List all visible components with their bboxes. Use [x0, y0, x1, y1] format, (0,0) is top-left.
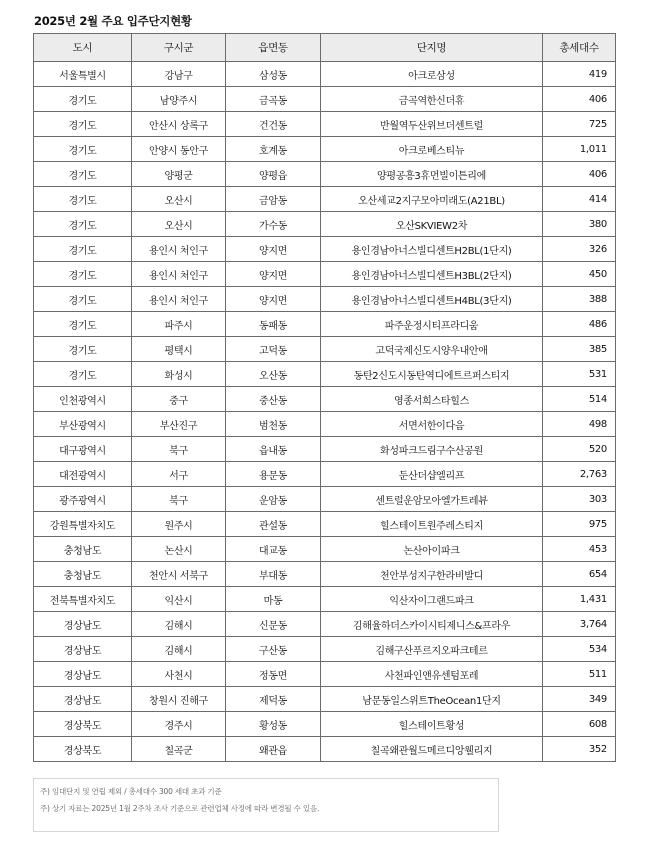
cell-city: 경기도 — [34, 212, 132, 237]
cell-city: 경기도 — [34, 312, 132, 337]
cell-district: 서구 — [132, 462, 226, 487]
cell-total-units: 1,011 — [543, 137, 616, 162]
cell-complex-name: 익산자이그랜드파크 — [321, 587, 543, 612]
cell-city: 충청남도 — [34, 537, 132, 562]
cell-district: 사천시 — [132, 662, 226, 687]
cell-city: 광주광역시 — [34, 487, 132, 512]
cell-total-units: 511 — [543, 662, 616, 687]
cell-complex-name: 센트럴운암모아엘가트레뷰 — [321, 487, 543, 512]
cell-district: 안산시 상록구 — [132, 112, 226, 137]
cell-town: 양지면 — [226, 237, 321, 262]
table-row — [34, 312, 616, 337]
cell-town: 부대동 — [226, 562, 321, 587]
cell-complex-name: 영종서희스타힐스 — [321, 387, 543, 412]
cell-total-units: 2,763 — [543, 462, 616, 487]
cell-total-units: 534 — [543, 637, 616, 662]
cell-city: 경기도 — [34, 87, 132, 112]
table-row — [34, 562, 616, 587]
cell-total-units: 608 — [543, 712, 616, 737]
cell-town: 삼성동 — [226, 62, 321, 87]
table-row — [34, 287, 616, 312]
cell-total-units: 406 — [543, 87, 616, 112]
cell-total-units: 380 — [543, 212, 616, 237]
cell-district: 남양주시 — [132, 87, 226, 112]
cell-total-units: 453 — [543, 537, 616, 562]
cell-total-units: 486 — [543, 312, 616, 337]
cell-complex-name: 남문동일스위트TheOcean1단지 — [321, 687, 543, 712]
cell-complex-name: 논산아이파크 — [321, 537, 543, 562]
cell-town: 금곡동 — [226, 87, 321, 112]
cell-complex-name: 용인경남아너스빌디센트H2BL(1단지) — [321, 237, 543, 262]
table-row — [34, 737, 616, 762]
cell-city: 경기도 — [34, 162, 132, 187]
cell-total-units: 349 — [543, 687, 616, 712]
table-row — [34, 212, 616, 237]
cell-complex-name: 둔산더샵엘리프 — [321, 462, 543, 487]
cell-total-units: 352 — [543, 737, 616, 762]
table-row — [34, 137, 616, 162]
cell-complex-name: 아크로베스티뉴 — [321, 137, 543, 162]
cell-total-units: 388 — [543, 287, 616, 312]
cell-city: 경상남도 — [34, 662, 132, 687]
cell-town: 제덕동 — [226, 687, 321, 712]
cell-district: 칠곡군 — [132, 737, 226, 762]
table-body — [34, 62, 616, 762]
cell-complex-name: 천안부성지구한라비발디 — [321, 562, 543, 587]
cell-total-units: 514 — [543, 387, 616, 412]
cell-district: 북구 — [132, 487, 226, 512]
footnote: 주) 임대단지 및 연립 제외 / 총세대수 300 세대 초과 기준 — [40, 787, 222, 796]
cell-town: 마동 — [226, 587, 321, 612]
cell-city: 인천광역시 — [34, 387, 132, 412]
cell-district: 중구 — [132, 387, 226, 412]
cell-complex-name: 파주운정시티프라디움 — [321, 312, 543, 337]
cell-total-units: 498 — [543, 412, 616, 437]
table-header-row — [34, 34, 616, 62]
header-district: 구시군 — [132, 34, 226, 62]
cell-town: 오산동 — [226, 362, 321, 387]
cell-town: 정동면 — [226, 662, 321, 687]
cell-district: 용인시 처인구 — [132, 287, 226, 312]
cell-town: 중산동 — [226, 387, 321, 412]
table-row — [34, 712, 616, 737]
cell-complex-name: 반월역두산위브더센트럴 — [321, 112, 543, 137]
cell-town: 고덕동 — [226, 337, 321, 362]
cell-total-units: 520 — [543, 437, 616, 462]
table-row — [34, 87, 616, 112]
table-row — [34, 362, 616, 387]
cell-city: 경상북도 — [34, 712, 132, 737]
cell-city: 경기도 — [34, 362, 132, 387]
cell-town: 양지면 — [226, 287, 321, 312]
cell-district: 오산시 — [132, 212, 226, 237]
cell-total-units: 975 — [543, 512, 616, 537]
table-row — [34, 237, 616, 262]
table-row — [34, 162, 616, 187]
cell-complex-name: 서면서한이다음 — [321, 412, 543, 437]
cell-city: 경기도 — [34, 112, 132, 137]
cell-city: 대전광역시 — [34, 462, 132, 487]
cell-district: 용인시 처인구 — [132, 262, 226, 287]
cell-total-units: 406 — [543, 162, 616, 187]
cell-city: 대구광역시 — [34, 437, 132, 462]
cell-town: 읍내동 — [226, 437, 321, 462]
cell-district: 김해시 — [132, 637, 226, 662]
cell-town: 금암동 — [226, 187, 321, 212]
footnotes — [33, 778, 499, 832]
cell-town: 동패동 — [226, 312, 321, 337]
cell-city: 경상남도 — [34, 687, 132, 712]
cell-town: 대교동 — [226, 537, 321, 562]
cell-district: 양평군 — [132, 162, 226, 187]
cell-town: 가수동 — [226, 212, 321, 237]
cell-total-units: 3,764 — [543, 612, 616, 637]
cell-district: 용인시 처인구 — [132, 237, 226, 262]
cell-district: 경주시 — [132, 712, 226, 737]
cell-complex-name: 사천파인앤유센텀포레 — [321, 662, 543, 687]
cell-town: 범천동 — [226, 412, 321, 437]
cell-city: 강원특별자치도 — [34, 512, 132, 537]
cell-district: 북구 — [132, 437, 226, 462]
table-row — [34, 537, 616, 562]
table-row — [34, 587, 616, 612]
table-row — [34, 637, 616, 662]
cell-complex-name: 용인경남아너스빌디센트H4BL(3단지) — [321, 287, 543, 312]
cell-town: 호계동 — [226, 137, 321, 162]
cell-town: 구산동 — [226, 637, 321, 662]
cell-town: 왜관읍 — [226, 737, 321, 762]
cell-complex-name: 용인경남아너스빌디센트H3BL(2단지) — [321, 262, 543, 287]
cell-town: 양평읍 — [226, 162, 321, 187]
cell-total-units: 725 — [543, 112, 616, 137]
header-total-units: 총세대수 — [543, 34, 616, 62]
cell-total-units: 1,431 — [543, 587, 616, 612]
page-title: 2025년 2월 주요 입주단지현황 — [34, 14, 192, 28]
cell-total-units: 419 — [543, 62, 616, 87]
cell-district: 원주시 — [132, 512, 226, 537]
cell-total-units: 303 — [543, 487, 616, 512]
cell-district: 파주시 — [132, 312, 226, 337]
cell-city: 경기도 — [34, 187, 132, 212]
table-row — [34, 187, 616, 212]
table-row — [34, 512, 616, 537]
cell-complex-name: 칠곡왜관월드메르디앙웰리지 — [321, 737, 543, 762]
cell-complex-name: 힐스테이트황성 — [321, 712, 543, 737]
cell-district: 천안시 서북구 — [132, 562, 226, 587]
cell-city: 경상북도 — [34, 737, 132, 762]
header-city: 도시 — [34, 34, 132, 62]
cell-town: 관설동 — [226, 512, 321, 537]
cell-town: 신문동 — [226, 612, 321, 637]
cell-complex-name: 금곡역한신더휴 — [321, 87, 543, 112]
cell-complex-name: 오산세교2지구모아미래도(A21BL) — [321, 187, 543, 212]
cell-complex-name: 아크로삼성 — [321, 62, 543, 87]
cell-district: 평택시 — [132, 337, 226, 362]
table-row — [34, 262, 616, 287]
cell-complex-name: 힐스테이트원주레스티지 — [321, 512, 543, 537]
cell-district: 익산시 — [132, 587, 226, 612]
cell-town: 운암동 — [226, 487, 321, 512]
header-complex-name: 단지명 — [321, 34, 543, 62]
table-row — [34, 462, 616, 487]
table-row — [34, 387, 616, 412]
cell-complex-name: 오산SKVIEW2차 — [321, 212, 543, 237]
cell-city: 서울특별시 — [34, 62, 132, 87]
cell-district: 화성시 — [132, 362, 226, 387]
cell-district: 논산시 — [132, 537, 226, 562]
cell-total-units: 654 — [543, 562, 616, 587]
table-row — [34, 487, 616, 512]
cell-total-units: 531 — [543, 362, 616, 387]
header-town: 읍면동 — [226, 34, 321, 62]
cell-town: 건건동 — [226, 112, 321, 137]
cell-total-units: 385 — [543, 337, 616, 362]
footnote: 주) 상기 자료는 2025년 1월 2주차 조사 기준으로 관련업체 사정에 따라 변경될 수 있음. — [40, 804, 320, 813]
cell-city: 경기도 — [34, 337, 132, 362]
cell-city: 경상남도 — [34, 612, 132, 637]
table-row — [34, 337, 616, 362]
cell-total-units: 326 — [543, 237, 616, 262]
table-row — [34, 662, 616, 687]
cell-total-units: 450 — [543, 262, 616, 287]
table-row — [34, 412, 616, 437]
cell-city: 경기도 — [34, 137, 132, 162]
cell-city: 부산광역시 — [34, 412, 132, 437]
cell-complex-name: 양평공흥3휴먼빌이튼리에 — [321, 162, 543, 187]
table-row — [34, 437, 616, 462]
complex-table — [33, 33, 616, 762]
cell-district: 김해시 — [132, 612, 226, 637]
table-row — [34, 612, 616, 637]
cell-district: 오산시 — [132, 187, 226, 212]
cell-complex-name: 화성파크드림구수산공원 — [321, 437, 543, 462]
cell-city: 경기도 — [34, 237, 132, 262]
cell-district: 안양시 동안구 — [132, 137, 226, 162]
cell-complex-name: 동탄2신도시동탄역디에트르퍼스티지 — [321, 362, 543, 387]
table-row — [34, 62, 616, 87]
cell-district: 창원시 진해구 — [132, 687, 226, 712]
cell-town: 용문동 — [226, 462, 321, 487]
cell-city: 경기도 — [34, 262, 132, 287]
cell-city: 전북특별자치도 — [34, 587, 132, 612]
table-row — [34, 112, 616, 137]
cell-complex-name: 고덕국제신도시양우내안애 — [321, 337, 543, 362]
cell-district: 강남구 — [132, 62, 226, 87]
cell-district: 부산진구 — [132, 412, 226, 437]
table-row — [34, 687, 616, 712]
cell-city: 경상남도 — [34, 637, 132, 662]
cell-complex-name: 김해구산푸르지오파크테르 — [321, 637, 543, 662]
cell-total-units: 414 — [543, 187, 616, 212]
cell-complex-name: 김해율하더스카이시티제니스&프라우 — [321, 612, 543, 637]
cell-town: 양지면 — [226, 262, 321, 287]
cell-city: 충청남도 — [34, 562, 132, 587]
cell-city: 경기도 — [34, 287, 132, 312]
cell-town: 황성동 — [226, 712, 321, 737]
